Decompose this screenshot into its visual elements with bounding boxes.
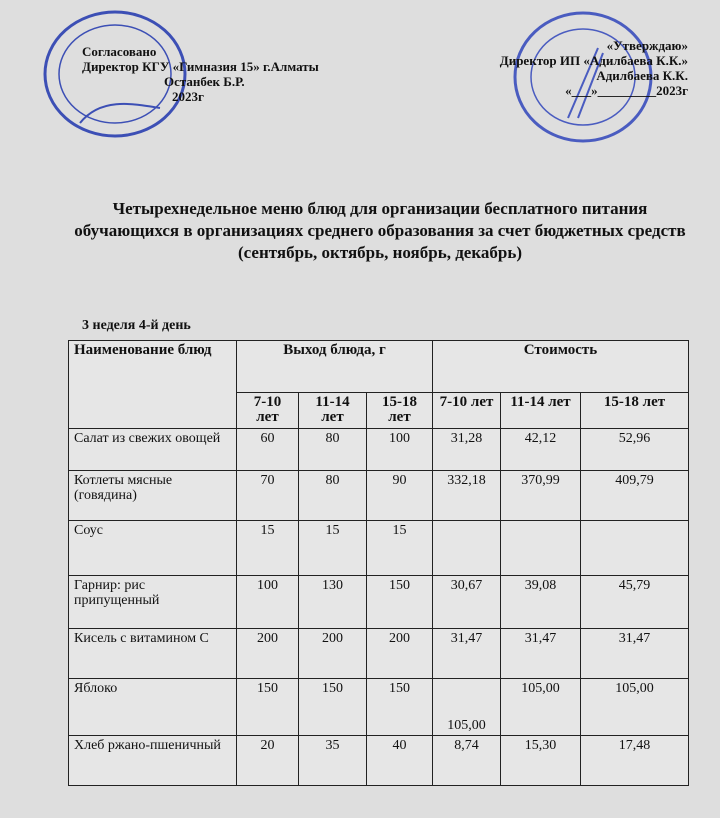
right-line3: Адилбаева К.К. — [596, 68, 688, 83]
table-row — [69, 521, 689, 576]
yield-cell: 200 — [237, 629, 299, 679]
right-line2: Директор ИП «Адилбаева К.К.» — [499, 53, 688, 68]
cost-cell: 105,00 — [433, 679, 501, 736]
cost-cell — [433, 521, 501, 576]
cost-cell: 15,30 — [501, 736, 581, 786]
yield-cell: 20 — [237, 736, 299, 786]
yield-cell: 70 — [237, 471, 299, 521]
table-row — [69, 736, 689, 786]
header-age: 11-14 лет — [299, 393, 367, 429]
cost-cell: 105,00 — [501, 679, 581, 736]
dish-name: Салат из свежих овощей — [69, 429, 237, 471]
left-line1: Согласовано — [82, 44, 157, 59]
header-age: 11-14 лет — [501, 393, 581, 429]
cost-cell: 332,18 — [433, 471, 501, 521]
yield-cell: 150 — [367, 679, 433, 736]
yield-cell: 150 — [299, 679, 367, 736]
yield-cell: 80 — [299, 429, 367, 471]
cost-cell: 42,12 — [501, 429, 581, 471]
yield-cell: 60 — [237, 429, 299, 471]
header-yield: Выход блюда, г — [237, 341, 433, 393]
yield-cell: 15 — [237, 521, 299, 576]
left-line4: 2023г — [172, 89, 204, 104]
cost-cell: 31,47 — [501, 629, 581, 679]
table-row — [69, 576, 689, 629]
right-line1: «Утверждаю» — [606, 38, 688, 53]
yield-cell: 100 — [237, 576, 299, 629]
header-name: Наименование блюд — [69, 341, 237, 429]
dish-name: Соус — [69, 521, 237, 576]
cost-cell: 31,47 — [581, 629, 689, 679]
approval-left — [82, 44, 319, 104]
yield-cell: 15 — [367, 521, 433, 576]
cost-cell: 8,74 — [433, 736, 501, 786]
cost-cell — [501, 521, 581, 576]
yield-cell: 200 — [367, 629, 433, 679]
header-age: 7-10 лет — [237, 393, 299, 429]
cost-cell: 31,28 — [433, 429, 501, 471]
cost-cell — [581, 521, 689, 576]
cost-cell: 39,08 — [501, 576, 581, 629]
yield-cell: 100 — [367, 429, 433, 471]
left-line3: Останбек Б.Р. — [164, 74, 245, 89]
header-age: 15-18 лет — [367, 393, 433, 429]
cost-cell: 45,79 — [581, 576, 689, 629]
menu-table — [68, 340, 689, 786]
cost-cell: 17,48 — [581, 736, 689, 786]
cost-cell: 409,79 — [581, 471, 689, 521]
subtitle: 3 неделя 4-й день — [82, 318, 191, 333]
left-line2: Директор КГУ «Гимназия 15» г.Алматы — [82, 59, 319, 74]
cost-cell: 31,47 — [433, 629, 501, 679]
cost-cell: 370,99 — [501, 471, 581, 521]
dish-name: Яблоко — [69, 679, 237, 736]
yield-cell: 200 — [299, 629, 367, 679]
header-age: 7-10 лет — [433, 393, 501, 429]
dish-name: Гарнир: рис припущенный — [69, 576, 237, 629]
cost-cell: 52,96 — [581, 429, 689, 471]
table-row — [69, 429, 689, 471]
yield-cell: 40 — [367, 736, 433, 786]
yield-cell: 80 — [299, 471, 367, 521]
yield-cell: 130 — [299, 576, 367, 629]
yield-cell: 150 — [367, 576, 433, 629]
cost-cell: 105,00 — [581, 679, 689, 736]
table-row — [69, 629, 689, 679]
page-title: Четырехнедельное меню блюд для организации бесплатного питания обучающихся в организациях среднего образования за счет бюджетных средств (сентябрь, октябрь, ноябрь, декабрь) — [74, 199, 686, 262]
yield-cell: 35 — [299, 736, 367, 786]
header-cost: Стоимость — [433, 341, 689, 393]
cost-cell: 30,67 — [433, 576, 501, 629]
right-line4: «___»_________2023г — [565, 83, 688, 98]
yield-cell: 15 — [299, 521, 367, 576]
header-age: 15-18 лет — [581, 393, 689, 429]
table-row — [69, 471, 689, 521]
dish-name: Котлеты мясные (говядина) — [69, 471, 237, 521]
dish-name: Кисель с витамином С — [69, 629, 237, 679]
table-row — [69, 679, 689, 736]
dish-name: Хлеб ржано-пшеничный — [69, 736, 237, 786]
yield-cell: 90 — [367, 471, 433, 521]
yield-cell: 150 — [237, 679, 299, 736]
approval-right — [500, 38, 688, 98]
